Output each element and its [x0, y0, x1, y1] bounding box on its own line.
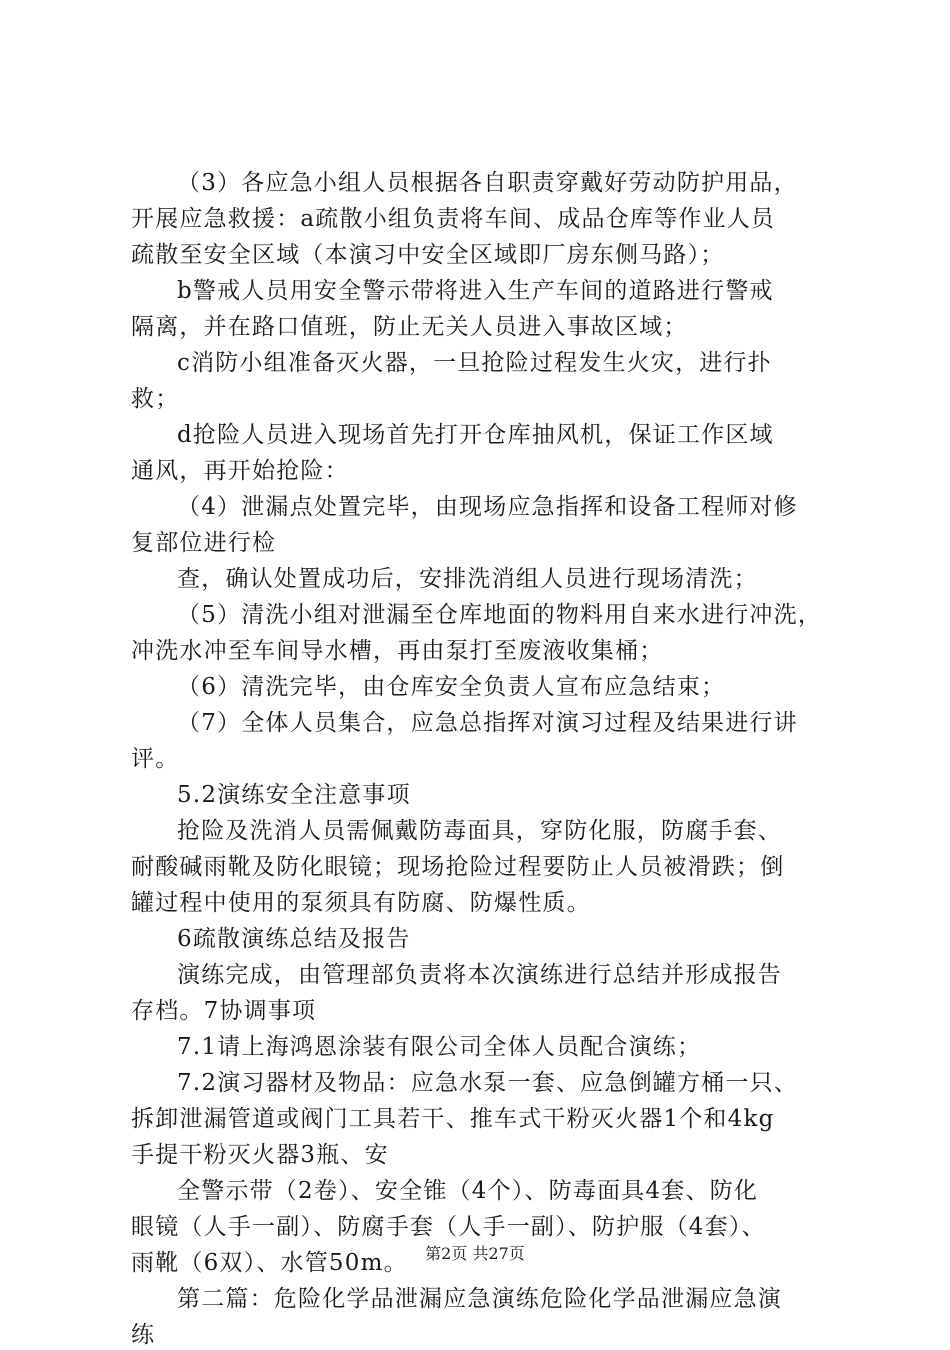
text-line: 雨靴（6双）、水管50m。 — [131, 1250, 408, 1276]
text-line: 手提干粉灭火器3瓶、安 — [131, 1142, 389, 1168]
text-line: 7.1请上海鸿恩涂装有限公司全体人员配合演练； — [177, 1034, 702, 1060]
text-line: 练 — [131, 1322, 156, 1348]
text-line: 第二篇：危险化学品泄漏应急演练危险化学品泄漏应急演 — [177, 1286, 782, 1312]
text-line: 耐酸碱雨靴及防化眼镜；现场抢险过程要防止人员被滑跌；倒 — [131, 854, 785, 880]
section-heading: 6疏散演练总结及报告 — [177, 926, 411, 952]
text-line: （7）全体人员集合，应急总指挥对演习过程及结果进行讲 — [177, 710, 798, 736]
text-line: b警戒人员用安全警示带将进入生产车间的道路进行警戒 — [177, 278, 774, 304]
text-line: 抢险及洗消人员需佩戴防毒面具，穿防化服，防腐手套、 — [177, 818, 782, 844]
page-footer — [0, 1244, 950, 1264]
text-line: 通风，再开始抢险： — [131, 458, 349, 484]
text-line: （3）各应急小组人员根据各自职责穿戴好劳动防护用品， — [177, 170, 798, 196]
text-line: d抢险人员进入现场首先打开仓库抽风机，保证工作区域 — [177, 422, 774, 448]
text-line: 冲洗水冲至车间导水槽，再由泵打至废液收集桶； — [131, 638, 664, 664]
page-number-label: 第2页 共27页 — [425, 1244, 525, 1263]
text-line: （5）清洗小组对泄漏至仓库地面的物料用自来水进行冲洗， — [177, 602, 823, 628]
text-line: 存档。7协调事项 — [131, 998, 317, 1024]
text-line: 疏散至安全区域（本演习中安全区域即厂房东侧马路）； — [131, 242, 725, 268]
text-line: 救； — [131, 386, 180, 412]
text-line: 7.2演习器材及物品：应急水泵一套、应急倒罐方桶一只、 — [177, 1070, 798, 1096]
text-line: 开展应急救援：a疏散小组负责将车间、成品仓库等作业人员 — [131, 206, 776, 232]
text-line: 评。 — [131, 746, 180, 772]
text-line: 隔离，并在路口值班，防止无关人员进入事故区域； — [131, 314, 688, 340]
text-line: 查，确认处置成功后，安排洗消组人员进行现场清洗； — [177, 566, 758, 592]
text-line: 拆卸泄漏管道或阀门工具若干、推车式干粉灭火器1个和4kg — [131, 1106, 775, 1132]
text-line: 全警示带（2卷）、安全锥（4个）、防毒面具4套、防化 — [177, 1178, 759, 1204]
text-line: 眼镜（人手一副）、防腐手套（人手一副）、防护服（4套）、 — [131, 1214, 766, 1240]
text-line: 罐过程中使用的泵须具有防腐、防爆性质。 — [131, 890, 591, 916]
text-line: （6）清洗完毕，由仓库安全负责人宣布应急结束； — [177, 674, 726, 700]
section-heading: 5.2演练安全注意事项 — [177, 782, 411, 808]
text-line: 演练完成，由管理部负责将本次演练进行总结并形成报告 — [177, 962, 782, 988]
text-line: c消防小组准备灭火器，一旦抢险过程发生火灾，进行扑 — [177, 350, 772, 376]
text-line: （4）泄漏点处置完毕，由现场应急指挥和设备工程师对修 — [177, 494, 798, 520]
text-line: 复部位进行检 — [131, 530, 277, 556]
